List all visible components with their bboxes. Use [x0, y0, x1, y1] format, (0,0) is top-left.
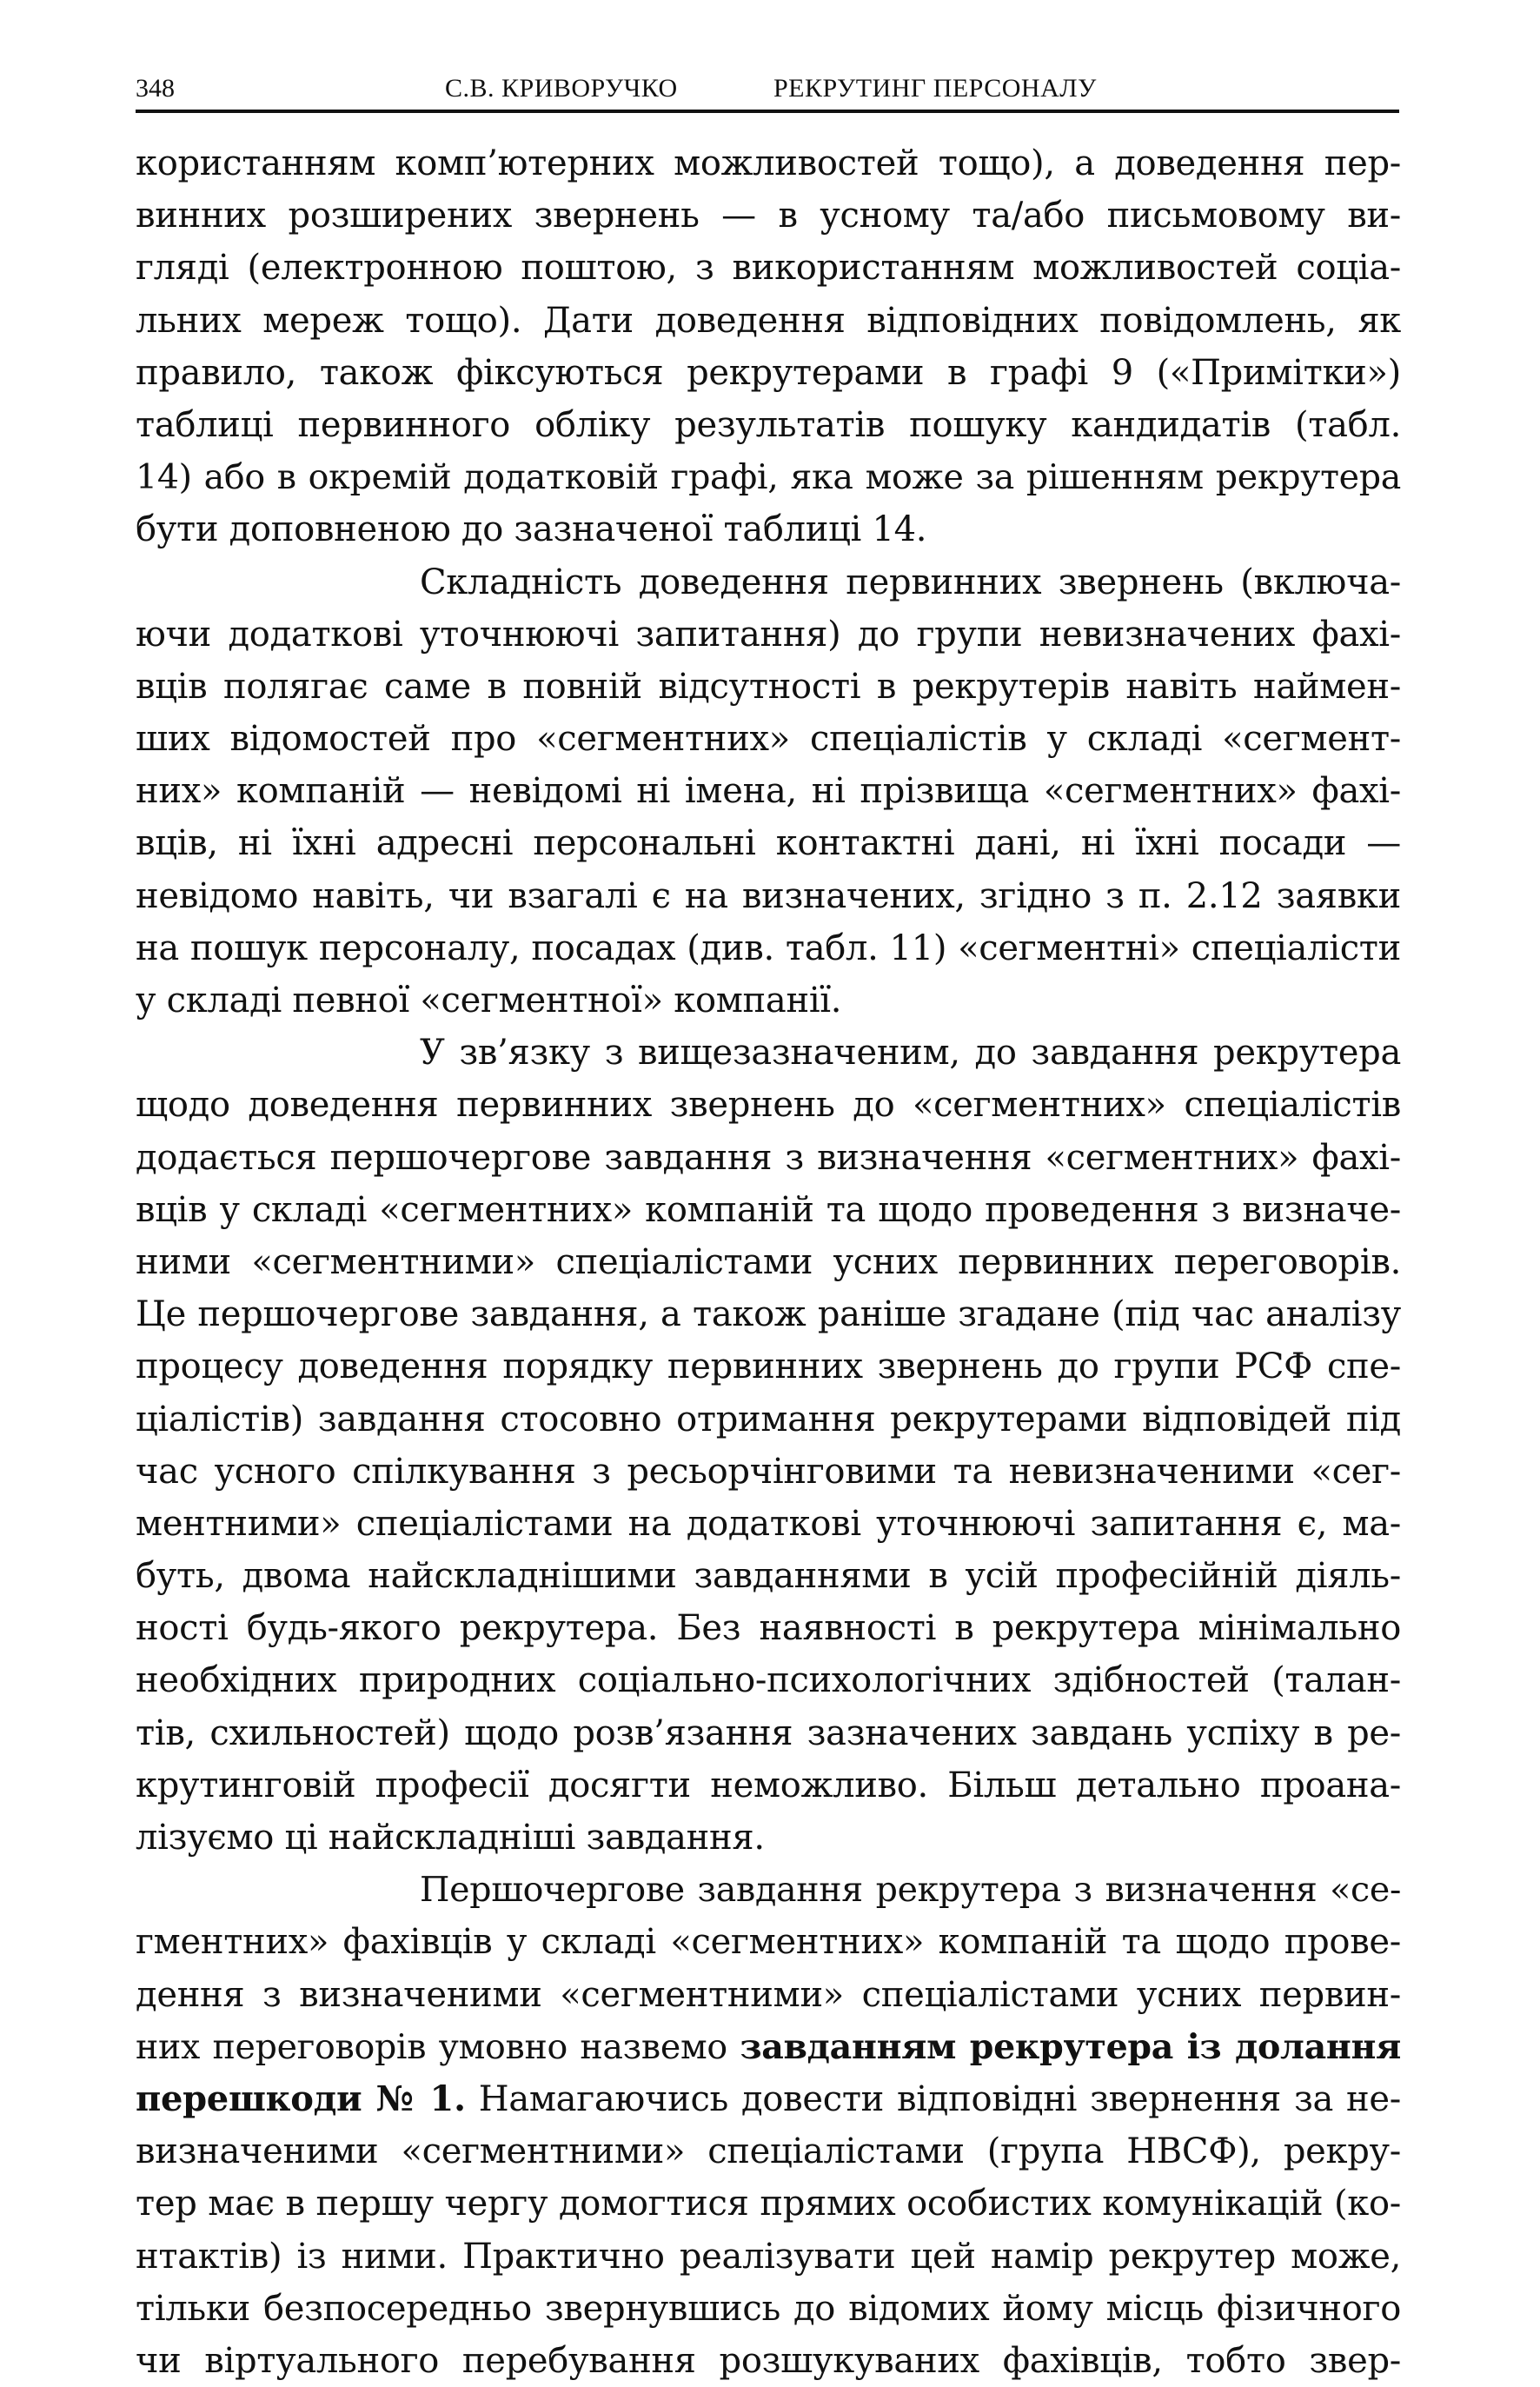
- text-line: [136, 1550, 1401, 1602]
- author-name: С.В. КРИВОРУЧКО: [445, 74, 678, 103]
- text-segment: чи віртуального перебування розшукуваних фахівців, тобто звер-: [136, 2340, 1401, 2381]
- book-title: РЕКРУТИНГ ПЕРСОНАЛУ: [773, 74, 1097, 103]
- text-segment: необхідних природних соціально-психологічних здібностей (талан-: [136, 1660, 1401, 1701]
- text-segment: ментними» спеціалістами на додаткові уточнюючі запитання є, ма-: [136, 1503, 1401, 1544]
- text-line: [136, 1236, 1401, 1288]
- text-segment: ючи додаткові уточнюючі запитання) до групи невизначених фахі-: [136, 614, 1401, 655]
- text-line: [136, 503, 1401, 555]
- text-line: [136, 1707, 1401, 1759]
- text-segment: винних розширених звернень — в усному та/або письмовому ви-: [136, 196, 1401, 236]
- text-segment: таблиці первинного обліку результатів пошуку кандидатів (табл.: [136, 404, 1401, 445]
- text-line: [136, 242, 1401, 294]
- text-segment: правило, також фіксуються рекрутерами в графі 9 («Примітки»): [136, 352, 1401, 393]
- page-number: 348: [136, 74, 175, 103]
- bold-text-segment: перешкоди № 1.: [136, 2078, 466, 2119]
- text-line: [136, 451, 1401, 503]
- text-segment: тільки безпосередньо звернувшись до відомих йому місць фізичного: [136, 2288, 1401, 2329]
- text-line: [136, 1969, 1401, 2021]
- text-segment: процесу доведення порядку первинних звернень до групи РСФ спе-: [136, 1346, 1401, 1387]
- text-segment: нтактів) із ними. Практично реалізувати цей намір рекрутер може,: [136, 2236, 1401, 2277]
- text-line: [136, 1446, 1401, 1498]
- text-line: [136, 1498, 1401, 1550]
- text-line: [136, 1759, 1401, 1812]
- text-line: [136, 1079, 1401, 1131]
- text-line: [136, 974, 1401, 1027]
- text-line: [136, 713, 1401, 765]
- text-line: [136, 2021, 1401, 2073]
- text-line: [136, 1864, 1401, 1916]
- text-segment: тер має в першу чергу домогтися прямих особистих комунікацій (ко-: [136, 2184, 1401, 2224]
- text-line: [136, 870, 1401, 922]
- text-segment: користанням комп’ютерних можливостей тощо), а доведення пер-: [136, 143, 1401, 183]
- text-line: [136, 1288, 1401, 1340]
- text-line: [136, 2283, 1401, 2335]
- text-line: [136, 295, 1401, 347]
- running-header: [136, 71, 1399, 113]
- text-segment: льних мереж тощо). Дати доведення відповідних повідомлень, як: [136, 300, 1401, 341]
- text-segment: дення з визначеними «сегментними» спеціалістами усних первин-: [136, 1974, 1401, 2015]
- text-line: [136, 189, 1401, 242]
- text-line: [136, 2073, 1401, 2125]
- text-segment: додається першочергове завдання з визначення «сегментних» фахі-: [136, 1137, 1401, 1178]
- text-line: [136, 1916, 1401, 1968]
- text-line: [136, 608, 1401, 661]
- text-segment: них» компаній — невідомі ні імена, ні прізвища «сегментних» фахі-: [136, 771, 1401, 812]
- text-segment: вців у складі «сегментних» компаній та щодо проведення з визначе-: [136, 1189, 1401, 1230]
- body-text: [136, 137, 1401, 2387]
- text-segment: вців, ні їхні адресні персональні контактні дані, ні їхні посади —: [136, 823, 1401, 864]
- text-line: [136, 1340, 1401, 1393]
- text-segment: ціалістів) завдання стосовно отримання рекрутерами відповідей під: [136, 1399, 1401, 1440]
- text-segment: У зв’язку з вищезазначеним, до завдання рекрутера: [420, 1033, 1401, 1074]
- text-segment: гляді (електронною поштою, з використанням можливостей соціа-: [136, 248, 1401, 289]
- text-line: [136, 1812, 1401, 1864]
- text-segment: невідомо навіть, чи взагалі є на визначених, згідно з п. 2.12 заявки: [136, 875, 1401, 916]
- text-line: [136, 765, 1401, 817]
- text-line: [136, 1602, 1401, 1654]
- text-segment: буть, двома найскладнішими завданнями в усій професійній діяль-: [136, 1556, 1401, 1597]
- text-segment: Складність доведення первинних звернень (включа-: [420, 562, 1401, 602]
- text-line: [136, 1654, 1401, 1706]
- text-line: [136, 137, 1401, 189]
- text-segment: 14) або в окремій додатковій графі, яка може за рішенням рекрутера: [136, 457, 1401, 498]
- text-segment: гментних» фахівців у складі «сегментних» компаній та щодо прове-: [136, 1922, 1401, 1963]
- text-segment: ними «сегментними» спеціалістами усних первинних переговорів.: [136, 1241, 1401, 1282]
- text-segment: бути доповненою до зазначеної таблиці 14.: [136, 509, 927, 550]
- text-segment: ших відомостей про «сегментних» спеціалістів у складі «сегмент-: [136, 719, 1401, 760]
- text-segment: у складі певної «сегментної» компанії.: [136, 981, 842, 1021]
- text-line: [136, 399, 1401, 451]
- text-segment: вців полягає саме в повній відсутності в рекрутерів навіть наймен-: [136, 666, 1401, 707]
- text-line: [136, 1027, 1401, 1079]
- text-line: [136, 556, 1401, 608]
- text-line: [136, 2178, 1401, 2230]
- text-line: [136, 1184, 1401, 1236]
- text-line: [136, 661, 1401, 713]
- text-segment: крутинговій професії досягти неможливо. Більш детально проана-: [136, 1765, 1401, 1805]
- text-segment: тів, схильностей) щодо розв’язання зазначених завдань успіху в ре-: [136, 1712, 1401, 1753]
- text-segment: лізуємо ці найскладніші завдання.: [136, 1818, 765, 1858]
- text-line: [136, 347, 1401, 399]
- text-segment: щодо доведення первинних звернень до «сегментних» спеціалістів: [136, 1085, 1401, 1126]
- text-segment: Першочергове завдання рекрутера з визначення «се-: [420, 1870, 1401, 1911]
- text-segment: Намагаючись довести відповідні звернення за не-: [465, 2078, 1401, 2119]
- text-line: [136, 1132, 1401, 1184]
- text-segment: них переговорів умовно назвемо: [136, 2026, 740, 2067]
- text-segment: визначеними «сегментними» спеціалістами (група НВСФ), рекру-: [136, 2131, 1401, 2172]
- text-line: [136, 2335, 1401, 2387]
- text-segment: час усного спілкування з ресьорчінговими та невизначеними «сег-: [136, 1451, 1401, 1492]
- text-segment: на пошук персоналу, посадах (див. табл. 11) «сегментні» спеціалісти: [136, 928, 1401, 968]
- text-line: [136, 1393, 1401, 1446]
- bold-text-segment: завданням рекрутера із долання: [740, 2026, 1401, 2067]
- text-line: [136, 817, 1401, 869]
- text-segment: Це першочергове завдання, а також раніше згадане (під час аналізу: [136, 1294, 1401, 1335]
- text-segment: ності будь-якого рекрутера. Без наявності в рекрутера мінімально: [136, 1608, 1401, 1649]
- text-line: [136, 922, 1401, 974]
- text-line: [136, 2231, 1401, 2283]
- text-line: [136, 2125, 1401, 2178]
